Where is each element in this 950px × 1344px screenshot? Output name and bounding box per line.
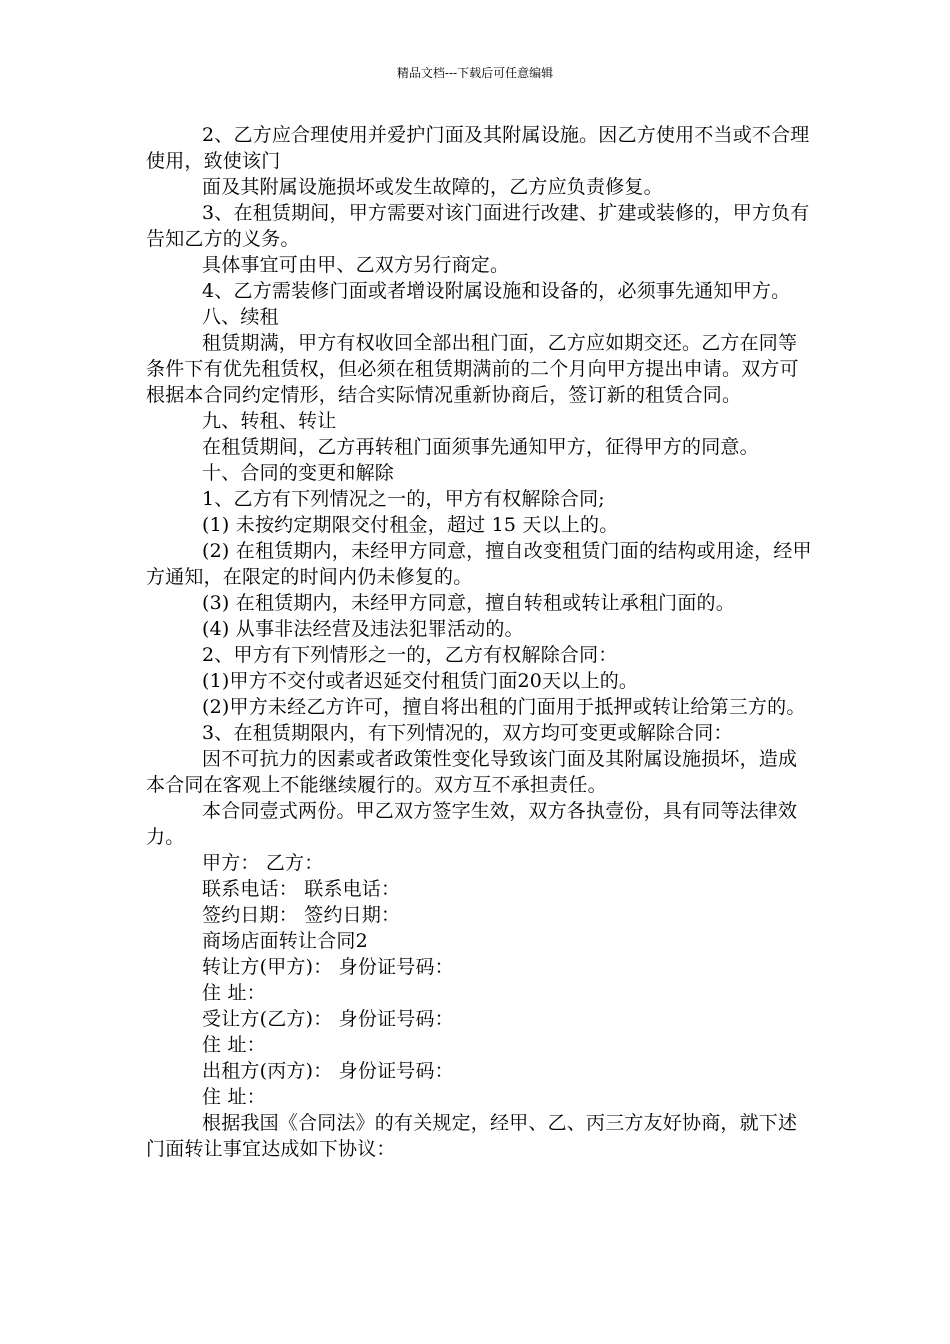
paragraph: 具体事宜可由甲、乙双方另行商定。: [202, 254, 510, 276]
list-item: (1)甲方不交付或者迟延交付租赁门面20天以上的。: [202, 670, 639, 692]
party-line: 住 址：: [202, 982, 266, 1004]
signature-line: 联系电话： 联系电话：: [202, 878, 401, 900]
paragraph: 4、乙方需装修门面或者增设附属设施和设备的，必须事先通知甲方。: [202, 280, 791, 302]
party-line: 受让方(乙方)： 身份证号码：: [202, 1008, 454, 1030]
paragraph: 根据我国《合同法》的有关规定，经甲、乙、丙三方友好协商，就下述门面转让事宜达成如下协议：: [146, 1112, 798, 1160]
party-line: 出租方(丙方)： 身份证号码：: [202, 1060, 454, 1082]
party-line: 住 址：: [202, 1086, 266, 1108]
paragraph: 租赁期满，甲方有权收回全部出租门面，乙方应如期交还。乙方在同等条件下有优先租赁权，但必须在租赁期满前的二个月向甲方提出申请。双方可根据本合同约定情形，结合实际情况重新协商后，签订新的租赁合同。: [146, 332, 799, 406]
paragraph: 本合同壹式两份。甲乙双方签字生效，双方各执壹份，具有同等法律效力。: [146, 800, 798, 848]
paragraph: 2、甲方有下列情形之一的，乙方有权解除合同：: [202, 644, 618, 666]
list-item: (1) 未按约定期限交付租金，超过 15 天以上的。: [202, 514, 619, 536]
document-body: [146, 122, 816, 1162]
contract-title: 商场店面转让合同2: [202, 930, 368, 952]
list-item: (2) 在租赁期内，未经甲方同意，擅自改变租赁门面的结构或用途，经甲方通知，在限定的时间内仍未修复的。: [146, 540, 812, 588]
paragraph: 3、在租赁期间，甲方需要对该门面进行改建、扩建或装修的，甲方负有告知乙方的义务。: [146, 202, 810, 250]
party-line: 转让方(甲方)： 身份证号码：: [202, 956, 454, 978]
page-header: 精品文档---下载后可任意编辑: [396, 66, 554, 80]
section-heading: 十、合同的变更和解除: [202, 462, 395, 484]
section-heading: 九、转租、转让: [202, 410, 337, 432]
list-item: (2)甲方未经乙方许可，擅自将出租的门面用于抵押或转让给第三方的。: [202, 696, 806, 718]
paragraph: 2、乙方应合理使用并爱护门面及其附属设施。因乙方使用不当或不合理使用，致使该门: [146, 124, 810, 172]
paragraph: 在租赁期间，乙方再转租门面须事先通知甲方，征得甲方的同意。: [202, 436, 759, 458]
paragraph: 因不可抗力的因素或者政策性变化导致该门面及其附属设施损坏，造成本合同在客观上不能继续履行的。双方互不承担责任。: [146, 748, 798, 796]
paragraph: 1、乙方有下列情况之一的，甲方有权解除合同;: [202, 488, 605, 510]
list-item: (3) 在租赁期内，未经甲方同意，擅自转租或转让承租门面的。: [202, 592, 735, 614]
party-line: 住 址：: [202, 1034, 266, 1056]
paragraph: 面及其附属设施损坏或发生故障的，乙方应负责修复。: [202, 176, 663, 198]
list-item: (4) 从事非法经营及违法犯罪活动的。: [202, 618, 524, 640]
paragraph: 3、在租赁期限内，有下列情况的，双方均可变更或解除合同：: [202, 722, 733, 744]
section-heading: 八、续租: [202, 306, 279, 328]
signature-line: 签约日期： 签约日期：: [202, 904, 401, 926]
signature-line: 甲方： 乙方：: [202, 852, 324, 874]
